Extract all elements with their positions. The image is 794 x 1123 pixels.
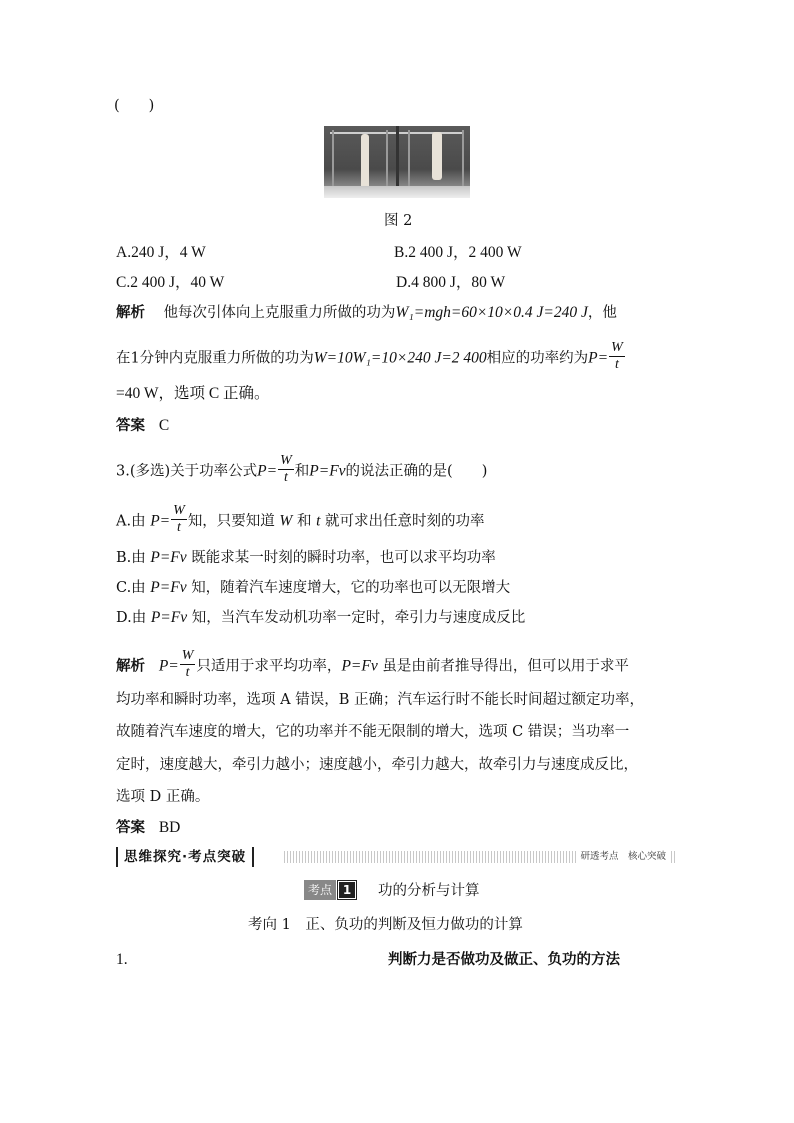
option-d: D.4 800 J，80 W [396,274,506,291]
banner-title: 思维探究·考点突破 [116,847,254,867]
topic-badge [304,880,356,900]
option-a: A.240 J，4 W [116,244,206,261]
q2-answer [116,416,169,436]
topic-title: 功的分析与计算 [378,883,480,899]
q3-stem: 3.(多选)关于功率公式P= $\frac{W}{t}$ 和P=Fv的说法正确的是( ) [116,453,488,485]
q3-option-b: B.由 P=Fv 既能求某一时刻的瞬时功率，也可以求平均功率 [116,549,496,566]
figure-caption: 图 2 [384,213,413,229]
analysis-math: P= [588,349,609,367]
fraction-w-over-t: $\frac{W}{t}$ [280,453,292,485]
q3-option-a: A.由 P= $\frac{W}{t}$ 知，只要知道 W 和 t 就可求出任意时刻的功率 [116,503,485,535]
analysis-math: W₁=mgh=60×10×0.4 J=240 J [395,304,588,321]
analysis-text: 他每次引体向上克服重力所做的功为 [163,305,396,321]
answer-value: BD [158,819,181,836]
analysis-label: 解析 [116,304,145,321]
item-heading: 判断力是否做功及做正、负功的方法 [388,951,620,968]
answer-label: 答案 [116,819,145,836]
q3-answer [116,818,180,838]
answer-bracket: ( ) [114,98,155,114]
badge-number: 1 [338,881,356,899]
q3-option-c: C.由 P=Fv 知，随着汽车速度增大，它的功率也可以无限增大 [116,579,511,596]
q3-option-d: D.由 P=Fv 知，当汽车发动机功率一定时，牵引力与速度成反比 [116,609,526,626]
q2-analysis-line1 [116,303,617,323]
q2-analysis-line3: =40 W，选项 C 正确。 [116,385,270,402]
q3-analysis-line5: 选项 D 正确。 [116,789,210,805]
section-banner [116,847,676,867]
analysis-math: W=10W₁=10×240 J=2 400 [313,349,487,367]
fraction-w-over-t: $\frac{W}{t}$ [611,340,623,372]
q2-analysis-line2 [116,342,626,375]
item-number: 1. [116,951,128,968]
option-b: B.2 400 J，2 400 W [394,244,522,261]
q3-analysis-line1: 解析 P= $\frac{W}{t}$ 只适用于求平均功率，P=Fv 虽是由前者推导得出，但可以用于求平 [116,648,629,680]
analysis-text: 相应的功率约为 [486,350,589,367]
fraction-w-over-t: $\frac{W}{t}$ [181,648,194,680]
analysis-text: 在1分钟内克服重力所做的功为 [116,350,314,367]
topic-subtitle: 考向 1 正、负功的判断及恒力做功的计算 [248,917,523,933]
fraction-w-over-t: $\frac{W}{t}$ [173,503,185,535]
q3-analysis-line3: 故随着汽车速度的增大，它的功率并不能无限制的增大，选项 C 错误；当功率一 [116,724,630,740]
answer-value: C [158,417,170,434]
banner-tagline: 研透考点 核心突破 [576,849,670,865]
pull-up-photo [324,126,470,198]
q3-analysis-line2: 均功率和瞬时功率，选项 A 错误，B 正确；汽车运行时不能长时间超过额定功率， [116,692,644,708]
analysis-text: ，他 [587,305,617,321]
badge-label: 考点 [304,880,336,900]
answer-label: 答案 [116,417,145,434]
analysis-label: 解析 [116,657,145,675]
q3-analysis-line4: 定时，速度越大，牵引力越小；速度越小，牵引力越大，故牵引力与速度成反比， [116,757,638,773]
option-c: C.2 400 J，40 W [116,274,225,291]
